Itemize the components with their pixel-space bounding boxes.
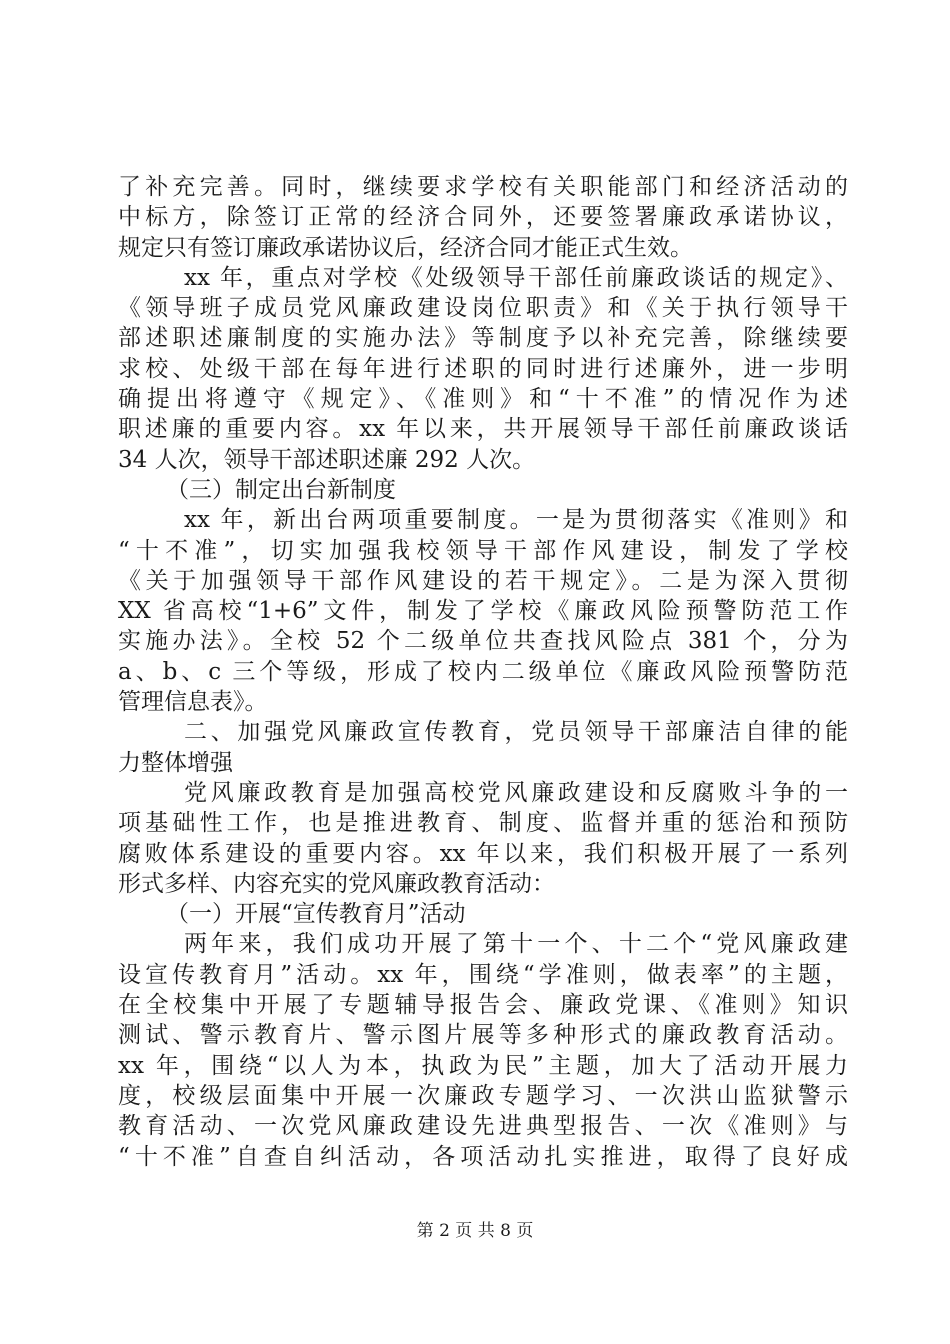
text-line: 34 人次，领导干部述职述廉 292 人次。 [118,446,536,473]
text-line: 中标方，除签订正常的经济合同外，还要签署廉政承诺协议， [118,204,848,231]
text-line: 确提出将遵守《规定》、《准则》和“十不准”的情况作为述 [118,386,848,413]
text-line: “十不准”自查自纠活动，各项活动扎实推进，取得了良好成 [118,1143,848,1170]
text-line: 管理信息表》。 [118,689,268,716]
text-line: 测试、警示教育片、警示图片展等多种形式的廉政教育活动。 [118,1022,848,1049]
text-line: xx 年，新出台两项重要制度。一是为贯彻落实《准则》和 [184,507,848,534]
section-heading: （一）开展“宣传教育月”活动 [166,901,466,928]
document-body [118,172,848,1172]
text-line: 党风廉政教育是加强高校党风廉政建设和反腐败斗争的一 [184,779,848,806]
text-line: 度，校级层面集中开展一次廉政专题学习、一次洪山监狱警示 [118,1082,848,1109]
text-line: 规定只有签订廉政承诺协议后，经济合同才能正式生效。 [118,234,693,261]
section-heading: 力整体增强 [118,749,233,776]
text-line: 《关于加强领导干部作风建设的若干规定》。二是为深入贯彻 [118,567,848,594]
text-line: 《领导班子成员党风廉政建设岗位职责》和《关于执行领导干 [118,295,848,322]
text-line: 实施办法》。全校 52 个二级单位共查找风险点 381 个，分为 [118,628,848,655]
text-line: 了补充完善。同时，继续要求学校有关职能部门和经济活动的 [118,174,848,200]
text-line: 部述职述廉制度的实施办法》等制度予以补充完善，除继续要 [118,325,848,352]
text-line: 设宣传教育月”活动。xx 年，围绕“学准则，做表率”的主题， [118,961,848,988]
text-line: 腐败体系建设的重要内容。xx 年以来，我们积极开展了一系列 [118,840,848,867]
page-number-footer: 第 2 页 共 8 页 [416,1221,534,1241]
text-line: 职述廉的重要内容。xx 年以来，共开展领导干部任前廉政谈话 [118,416,848,443]
section-heading: 二、加强党风廉政宣传教育，党员领导干部廉洁自律的能 [184,719,848,746]
text-line: XX 省高校“1+6”文件，制发了学校《廉政风险预警防范工作 [118,598,848,625]
text-line: xx 年，重点对学校《处级领导干部任前廉政谈话的规定》、 [184,264,848,291]
text-line: 求校、处级干部在每年进行述职的同时进行述廉外，进一步明 [118,355,848,382]
text-line: 在全校集中开展了专题辅导报告会、廉政党课、《准则》知识 [118,992,848,1019]
text-line: 教育活动、一次党风廉政建设先进典型报告、一次《准则》与 [118,1113,848,1140]
text-line: a、b、c 三个等级，形成了校内二级单位《廉政风险预警防范 [118,658,848,685]
text-line: 形式多样、内容充实的党风廉政教育活动： [118,870,555,897]
text-line: xx 年，围绕“以人为本，执政为民”主题，加大了活动开展力 [118,1052,848,1079]
section-heading: （三）制定出台新制度 [166,476,396,503]
text-line: 项基础性工作，也是推进教育、制度、监督并重的惩治和预防 [118,810,848,837]
text-line: 两年来，我们成功开展了第十一个、十二个“党风廉政建 [184,931,848,958]
text-line: “十不准”，切实加强我校领导干部作风建设，制发了学校 [118,537,848,564]
